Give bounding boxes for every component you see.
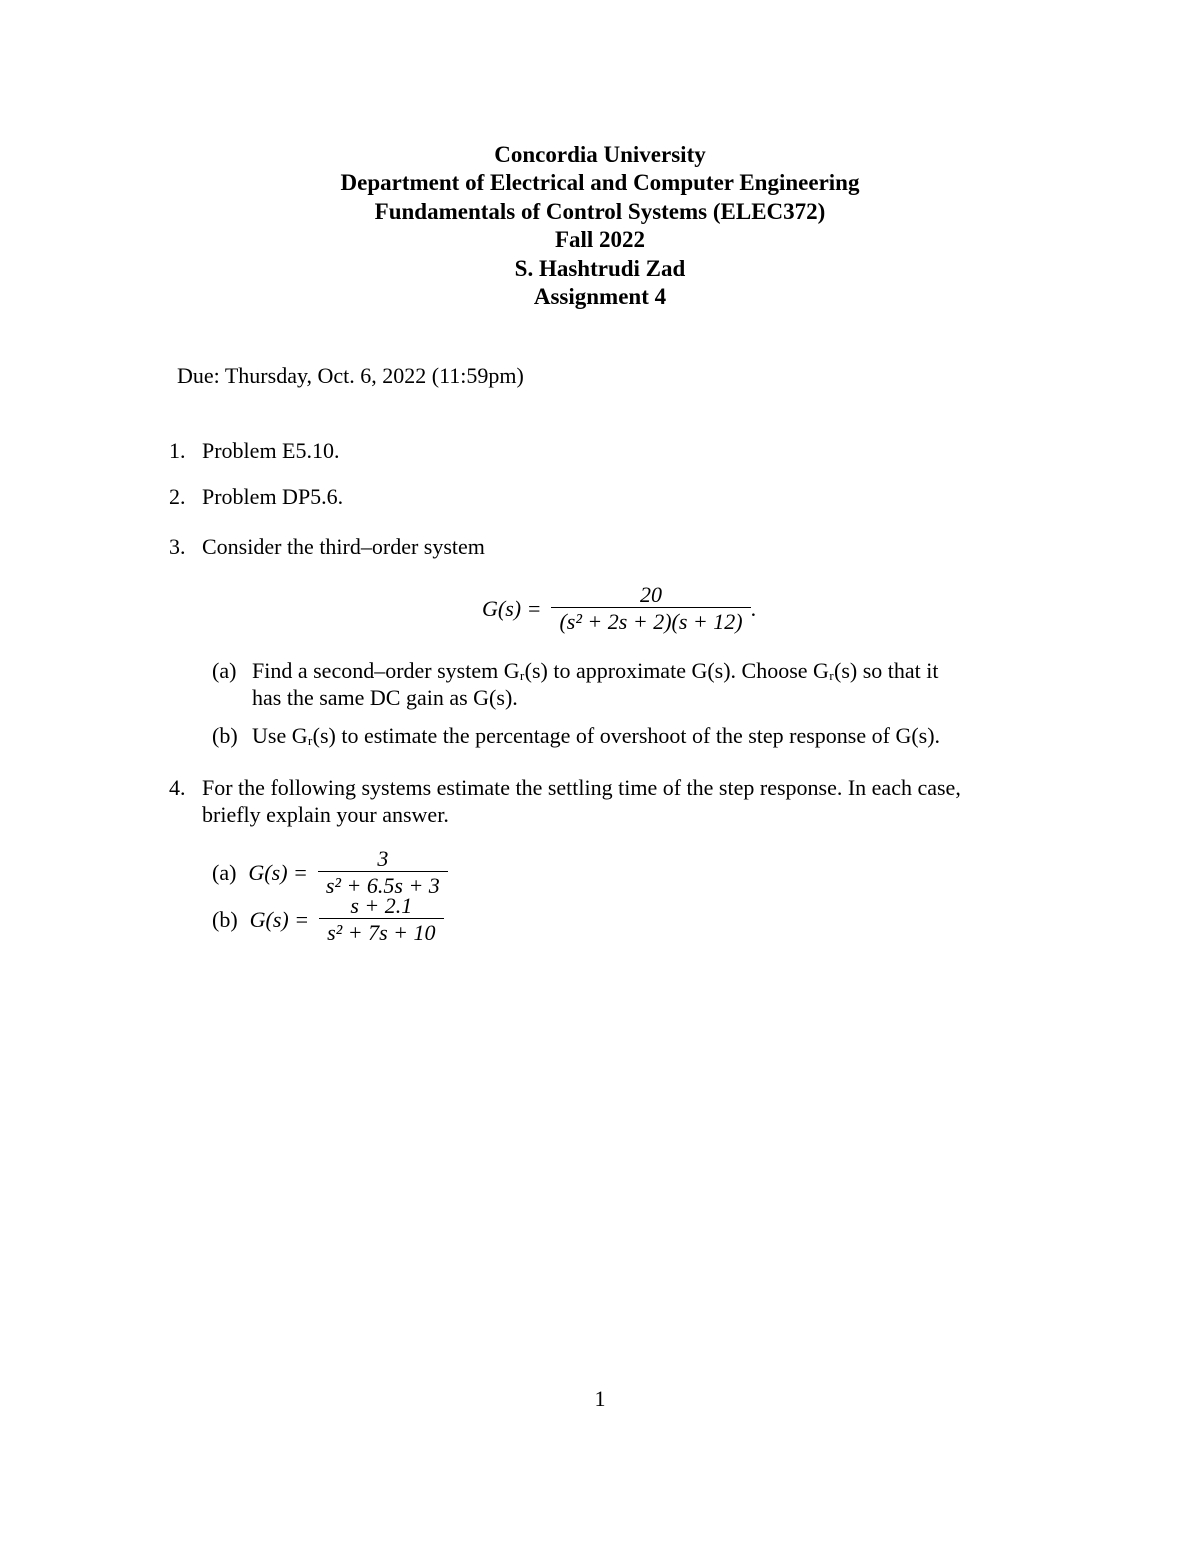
problem-4b-formula-numerator: s + 2.1 bbox=[350, 893, 413, 918]
problem-4b-formula-denominator: s² + 7s + 10 bbox=[319, 918, 443, 945]
header-assignment-title: Assignment 4 bbox=[533, 284, 667, 310]
problem-2-number: 2. bbox=[169, 484, 186, 509]
problem-4b-formula bbox=[212, 893, 444, 945]
problem-3-intro: Consider the third–order system bbox=[202, 534, 485, 559]
problem-3-formula-denominator: (s² + 2s + 2)(s + 12) bbox=[551, 607, 750, 634]
problem-3-formula-period: . bbox=[750, 595, 757, 621]
problem-4a-formula bbox=[212, 846, 448, 898]
problem-3a-text-line2: has the same DC gain as G(s). bbox=[252, 685, 518, 710]
problem-3-formula-lhs: G(s) = bbox=[482, 595, 542, 621]
problem-3a-text-line1: Find a second–order system Gᵣ(s) to approximate G(s). Choose Gᵣ(s) so that it bbox=[252, 658, 939, 683]
header-department: Department of Electrical and Computer Engineering bbox=[340, 170, 860, 196]
problem-4-intro-line2: briefly explain your answer. bbox=[202, 802, 449, 827]
problem-3-number: 3. bbox=[169, 534, 186, 559]
problem-2-text: Problem DP5.6. bbox=[202, 484, 344, 509]
problem-3b-label: (b) bbox=[212, 723, 238, 748]
problem-4-intro bbox=[202, 774, 961, 828]
problem-4-number: 4. bbox=[169, 775, 186, 800]
problem-3-formula-numerator: 20 bbox=[640, 582, 663, 607]
header-instructor: S. Hashtrudi Zad bbox=[514, 255, 686, 281]
problem-3-formula bbox=[482, 582, 756, 634]
problem-4a-formula-denominator: s² + 6.5s + 3 bbox=[318, 871, 448, 898]
page-number: 1 bbox=[594, 1386, 606, 1411]
header-university: Concordia University bbox=[494, 142, 706, 167]
problem-4a-formula-numerator: 3 bbox=[377, 846, 389, 871]
problem-4b-formula-lhs: G(s) = bbox=[249, 906, 310, 932]
problem-1-text: Problem E5.10. bbox=[202, 438, 340, 463]
problem-4a-formula-fraction bbox=[318, 846, 448, 898]
problem-4a-formula-lhs: G(s) = bbox=[248, 859, 308, 885]
problem-3b-text: Use Gᵣ(s) to estimate the percentage of overshoot of the step response of G(s). bbox=[252, 723, 941, 748]
document-header bbox=[0, 141, 1200, 311]
due-date-line: Due: Thursday, Oct. 6, 2022 (11:59pm) bbox=[177, 363, 524, 388]
problem-4a-label: (a) bbox=[212, 859, 237, 885]
problem-3-formula-fraction bbox=[551, 582, 750, 634]
problem-3a-label: (a) bbox=[212, 658, 237, 683]
header-course: Fundamentals of Control Systems (ELEC372) bbox=[374, 198, 826, 224]
problem-1-number: 1. bbox=[169, 438, 186, 463]
problem-4b-formula-fraction bbox=[319, 893, 443, 945]
header-term: Fall 2022 bbox=[554, 227, 646, 253]
problem-4-intro-line1: For the following systems estimate the settling time of the step response. In each case, bbox=[202, 775, 961, 800]
problem-4b-label: (b) bbox=[212, 906, 238, 932]
problem-3a-text bbox=[252, 657, 938, 711]
